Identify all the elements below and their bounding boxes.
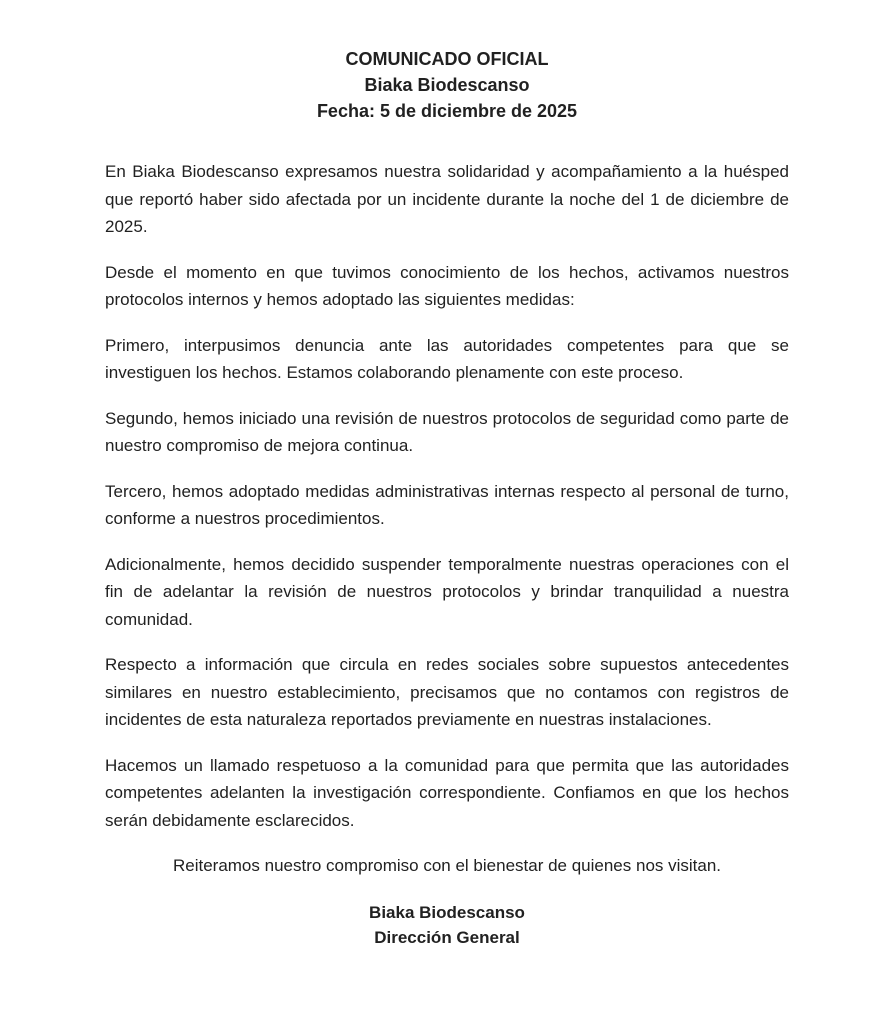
body-paragraph: Adicionalmente, hemos decidido suspender temporalmente nuestras operaciones con el fin de adelantar la revisión de nuestros protocolos y brindar tranquilidad a nuestra comunidad. — [105, 554, 789, 629]
closing-line: Reiteramos nuestro compromiso con el bienestar de quienes nos visitan. — [172, 856, 722, 875]
signature-name: Biaka Biodescanso — [369, 902, 525, 922]
body-paragraph: Respecto a información que circula en redes sociales sobre supuestos antecedentes similares en nuestro establecimiento, precisamos que no contamos con registros de incidentes de esta naturaleza reportados previamente en nuestras instalaciones. — [105, 655, 789, 729]
document-header — [105, 46, 789, 124]
organization-name: Biaka Biodescanso — [364, 75, 530, 95]
signature-block — [105, 900, 789, 950]
body-paragraph: En Biaka Biodescanso expresamos nuestra solidaridad y acompañamiento a la huésped que reportó haber sido afectada por un incidente durante la noche del 1 de diciembre de 2025. — [105, 162, 789, 236]
body-paragraph: Desde el momento en que tuvimos conocimiento de los hechos, activamos nuestros protocolos internos y hemos adoptado las siguientes medidas: — [105, 262, 789, 309]
body-paragraph: Hacemos un llamado respetuoso a la comunidad para que permita que las autoridades competentes adelanten la investigación correspondiente. Confiamos en que los hechos serán debidamente esclarecidos. — [105, 755, 789, 830]
document-body — [105, 158, 789, 834]
document-title: COMUNICADO OFICIAL — [345, 49, 549, 69]
body-paragraph: Primero, interpusimos denuncia ante las autoridades competentes para que se investiguen los hechos. Estamos colaborando plenamente con este proceso. — [105, 335, 789, 382]
date-line: Fecha: 5 de diciembre de 2025 — [316, 101, 578, 121]
body-paragraph: Tercero, hemos adoptado medidas administrativas internas respecto al personal de turno, conforme a nuestros procedimientos. — [105, 481, 789, 528]
body-paragraph: Segundo, hemos iniciado una revisión de nuestros protocolos de seguridad como parte de nuestro compromiso de mejora continua. — [105, 408, 789, 455]
signature-role: Dirección General — [374, 927, 520, 947]
